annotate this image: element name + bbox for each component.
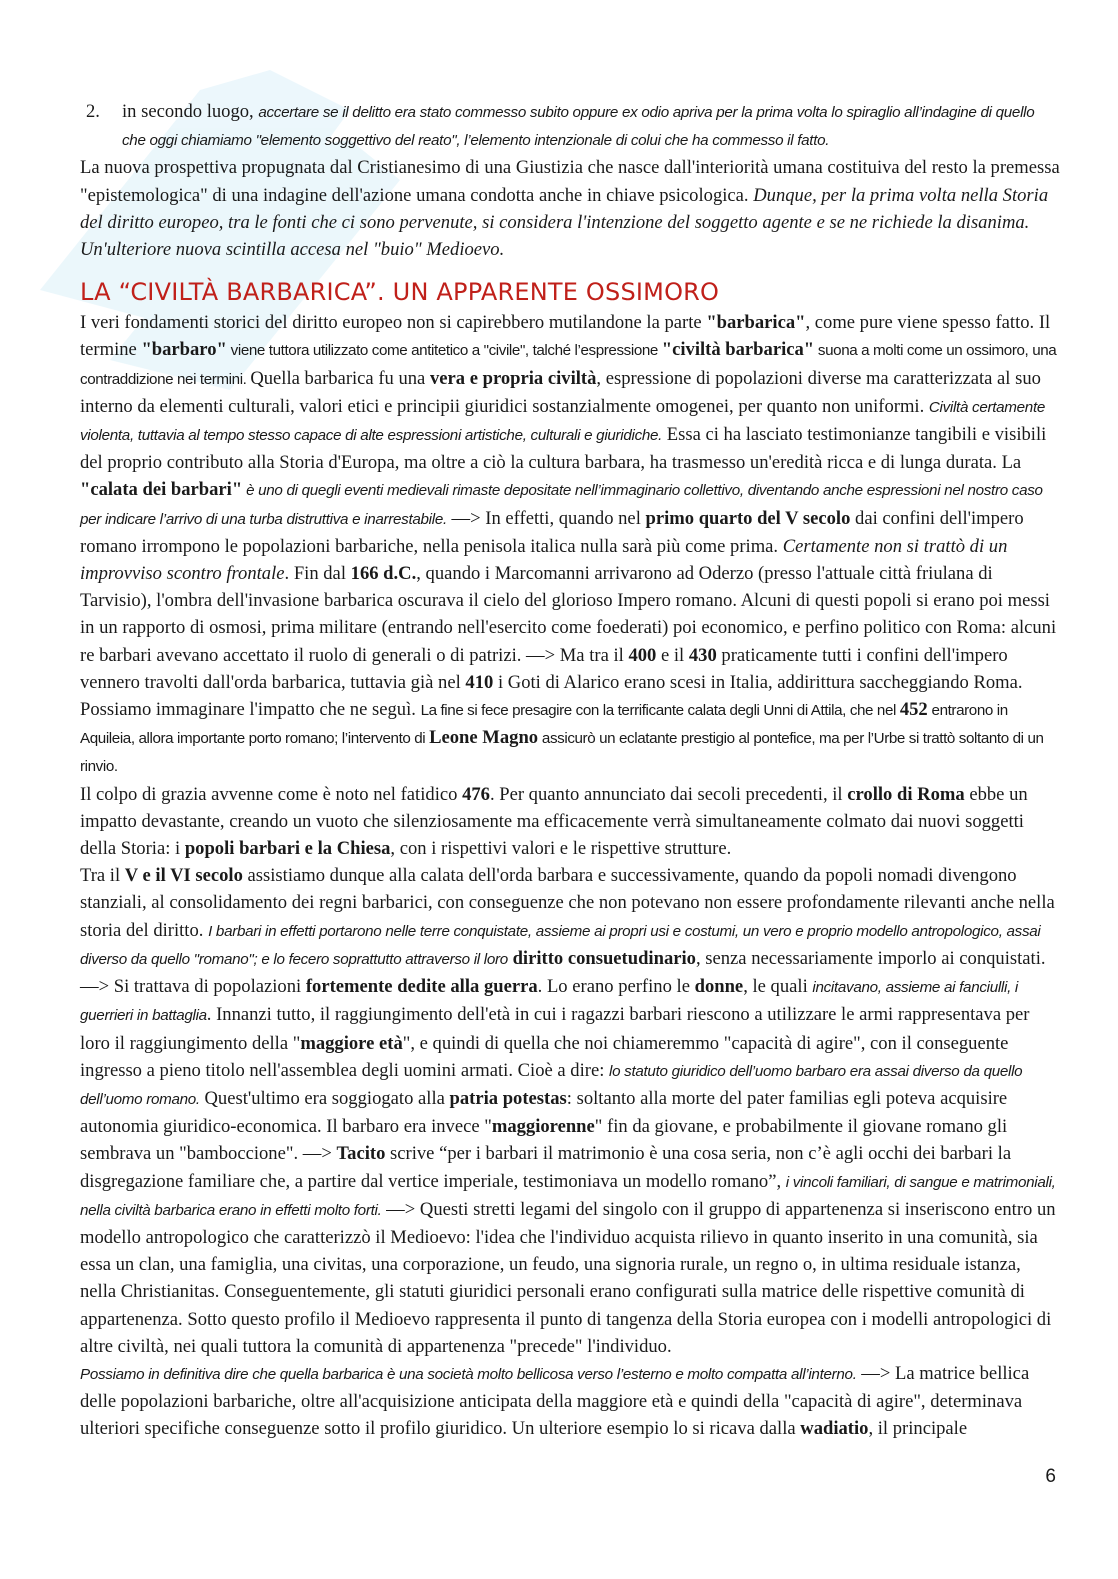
document-page [80,98,1060,1443]
paragraph-civilta: I veri fondamenti storici del diritto europeo non si capirebbero mutilandone la parte "barbarica", come pure viene spesso fatto. Il termine "barbaro" viene tuttora utilizzato come antitetico a "civile", talché l’espressione "civiltà barbarica" suona a molti come un ossimoro, una contraddizione nei termini. Quella barbarica fu una vera e propria civiltà, espressione di popolazioni diverse ma caratterizzata al suo interno da elementi culturali, valori etici e principii giuridici sostanzialmente omogenei, per quanto non uniformi. Civiltà certamente violenta, tuttavia al tempo stesso capace di alte espressioni artistiche, culturali e giuridiche. Essa ci ha lasciato testimonianze tangibili e visibili del proprio contributo alla Storia d'Europa, ma oltre a ciò la cultura barbara, ha trasmesso un'eredità ricca e di lunga durata. La "calata dei barbari" è uno di quegli eventi medievali rimaste depositate nell’immaginario collettivo, diventando anche espressioni nel nostro caso per indicare l’arrivo di una turba distruttiva e inarrestabile. —> In effetti, quando nel primo quarto del V secolo dai confini dell'impero romano irrompono le popolazioni barbariche, nella penisola italica nulla sarà più come prima. Certamente non si trattò di un improvviso scontro frontale. Fin dal 166 d.C., quando i Marcomanni arrivarono ad Oderzo (presso l'attuale città friulana di Tarvisio), l'ombra dell'invasione barbarica oscurava il cielo del glorioso Impero romano. Alcuni di questi popoli si erano poi messi in un rapporto di osmosi, prima militare (entrando nell'esercito come foederati) poi economico, e perfino politico con Roma: alcuni re barbari avevano accettato il ruolo di generali o di patrizi. —> Ma tra il 400 e il 430 praticamente tutti i confini dell'impero vennero travolti dall'orda barbarica, tuttavia già nel 410 i Goti di Alarico erano scesi in Italia, addirittura saccheggiando Roma. Possiamo immaginare l'impatto che ne seguì. La fine si fece presagire con la terrificante calata degli Unni di Attila, che nel 452 entrarono in Aquileia, allora importante porto romano; l’intervento di Leone Magno assicurò un eclatante prestigio al pontefice, ma per l’Urbe si trattò soltanto di un rinvio. [80,312,1057,776]
paragraph-476: Il colpo di grazia avvenne come è noto nel fatidico 476. Per quanto annunciato dai secoli precedenti, il crollo di Roma ebbe un impatto devastante, creando un vuoto che silenziosamente ma efficacemente verrà simultaneamente colmato dai nuovi soggetti della Storia: i popoli barbari e la Chiesa, con i rispettivi valori e le rispettive strutture. [80,783,1028,860]
paragraph-wadiatio: Possiamo in definitiva dire che quella barbarica è una società molto bellicosa verso l’esterno e molto compatta all’interno. —> La matrice bellica delle popolazioni barbariche, oltre all'acquisizione anticipata della maggiore età e quindi della "capacità di agire", determinava ulteriori specifiche conseguenze sotto il profilo giuridico. Un ulteriore esempio lo si ricava dalla wadiatio, il principale [80,1362,1030,1440]
page-number: 6 [1045,1466,1056,1487]
list-number: 2. [86,101,100,122]
intro-paragraph: La nuova prospettiva propugnata dal Cristianesimo di una Giustizia che nasce dall'interiorità umana costituiva del resto la premessa "epistemologica" di una indagine dell'azione umana condotta anche in chiave psicologica. Dunque, per la prima volta nella Storia del diritto europeo, tra le fonti che ci sono pervenute, si considera l'intenzione del soggetto agente e se ne richiede la disanima. Un'ulteriore nuova scintilla accesa nel "buio" Medioevo. [80,157,1060,261]
list-text: in secondo luogo, accertare se il delitto era stato commesso subito oppure ex odio apriva per la prima volta lo spiraglio all’indagine di quello che oggi chiamiamo "elemento soggettivo del reato", l’elemento intenzionale di colui che ha commesso il fatto. [122,101,1035,150]
section-heading: LA “CIVILTÀ BARBARICA”. UN APPARENTE OSSIMORO [80,278,720,307]
list-item [86,98,1060,154]
paragraph-regni-barbarici: Tra il V e il VI secolo assistiamo dunque alla calata dell'orda barbara e successivamente, quando da popoli nomadi divengono stanziali, al consolidamento dei regni barbarici, con conseguenze che non potevano non essere profondamente rilevanti anche nella storia del diritto. I barbari in effetti portarono nelle terre conquistate, assieme ai propri usi e costumi, un vero e proprio modello antropologico, assai diverso da quello "romano"; e lo fecero soprattutto attraverso il loro diritto consuetudinario, senza necessariamente imporlo ai conquistati. —> Si trattava di popolazioni fortemente dedite alla guerra. Lo erano perfino le donne, le quali incitavano, assieme ai fanciulli, i guerrieri in battaglia. Innanzi tutto, il raggiungimento dell'età in cui i ragazzi barbari riescono a utilizzare le armi rappresentava per loro il raggiungimento della "maggiore età", e quindi di quella che noi chiameremmo "capacità di agire", con il conseguente ingresso a pieno titolo nell'assemblea degli uomini armati. Cioè a dire: lo statuto giuridico dell’uomo barbaro era assai diverso da quello dell’uomo romano. Quest'ultimo era soggiogato alla patria potestas: soltanto alla morte del pater familias egli poteva acquisire autonomia giuridico-economica. Il barbaro era invece "maggiorenne" fin da giovane, e probabilmente il giovane romano gli sembrava un "bamboccione". —> Tacito scrive “per i barbari il matrimonio è una cosa seria, non c’è agli occhi dei barbari la disgregazione familiare che, a partire dal vertice imperiale, testimoniava un modello romano”, i vincoli familiari, di sangue e matrimoniali, nella civiltà barbarica erano in effetti molto forti. —> Questi stretti legami del singolo con il gruppo di appartenenza si inseriscono entro un modello antropologico che caratterizzò il Medioevo: l'idea che l'individuo acquista rilievo in quanto inserito in una comunità, sia essa un clan, una famiglia, una civitas, una corporazione, un feudo, una signoria rurale, un regno o, in ultima residuale istanza, nella Christianitas. Conseguentemente, gli statuti giuridici personali erano configurati sulla matrice delle rispettive comunità di appartenenza. Sotto questo profilo il Medioevo rappresenta il punto di tangenza della Storia europea con i modelli antropologici di altre civiltà, nei quali tuttora la comunità di appartenenza "precede" l'individuo. [80,865,1056,1357]
